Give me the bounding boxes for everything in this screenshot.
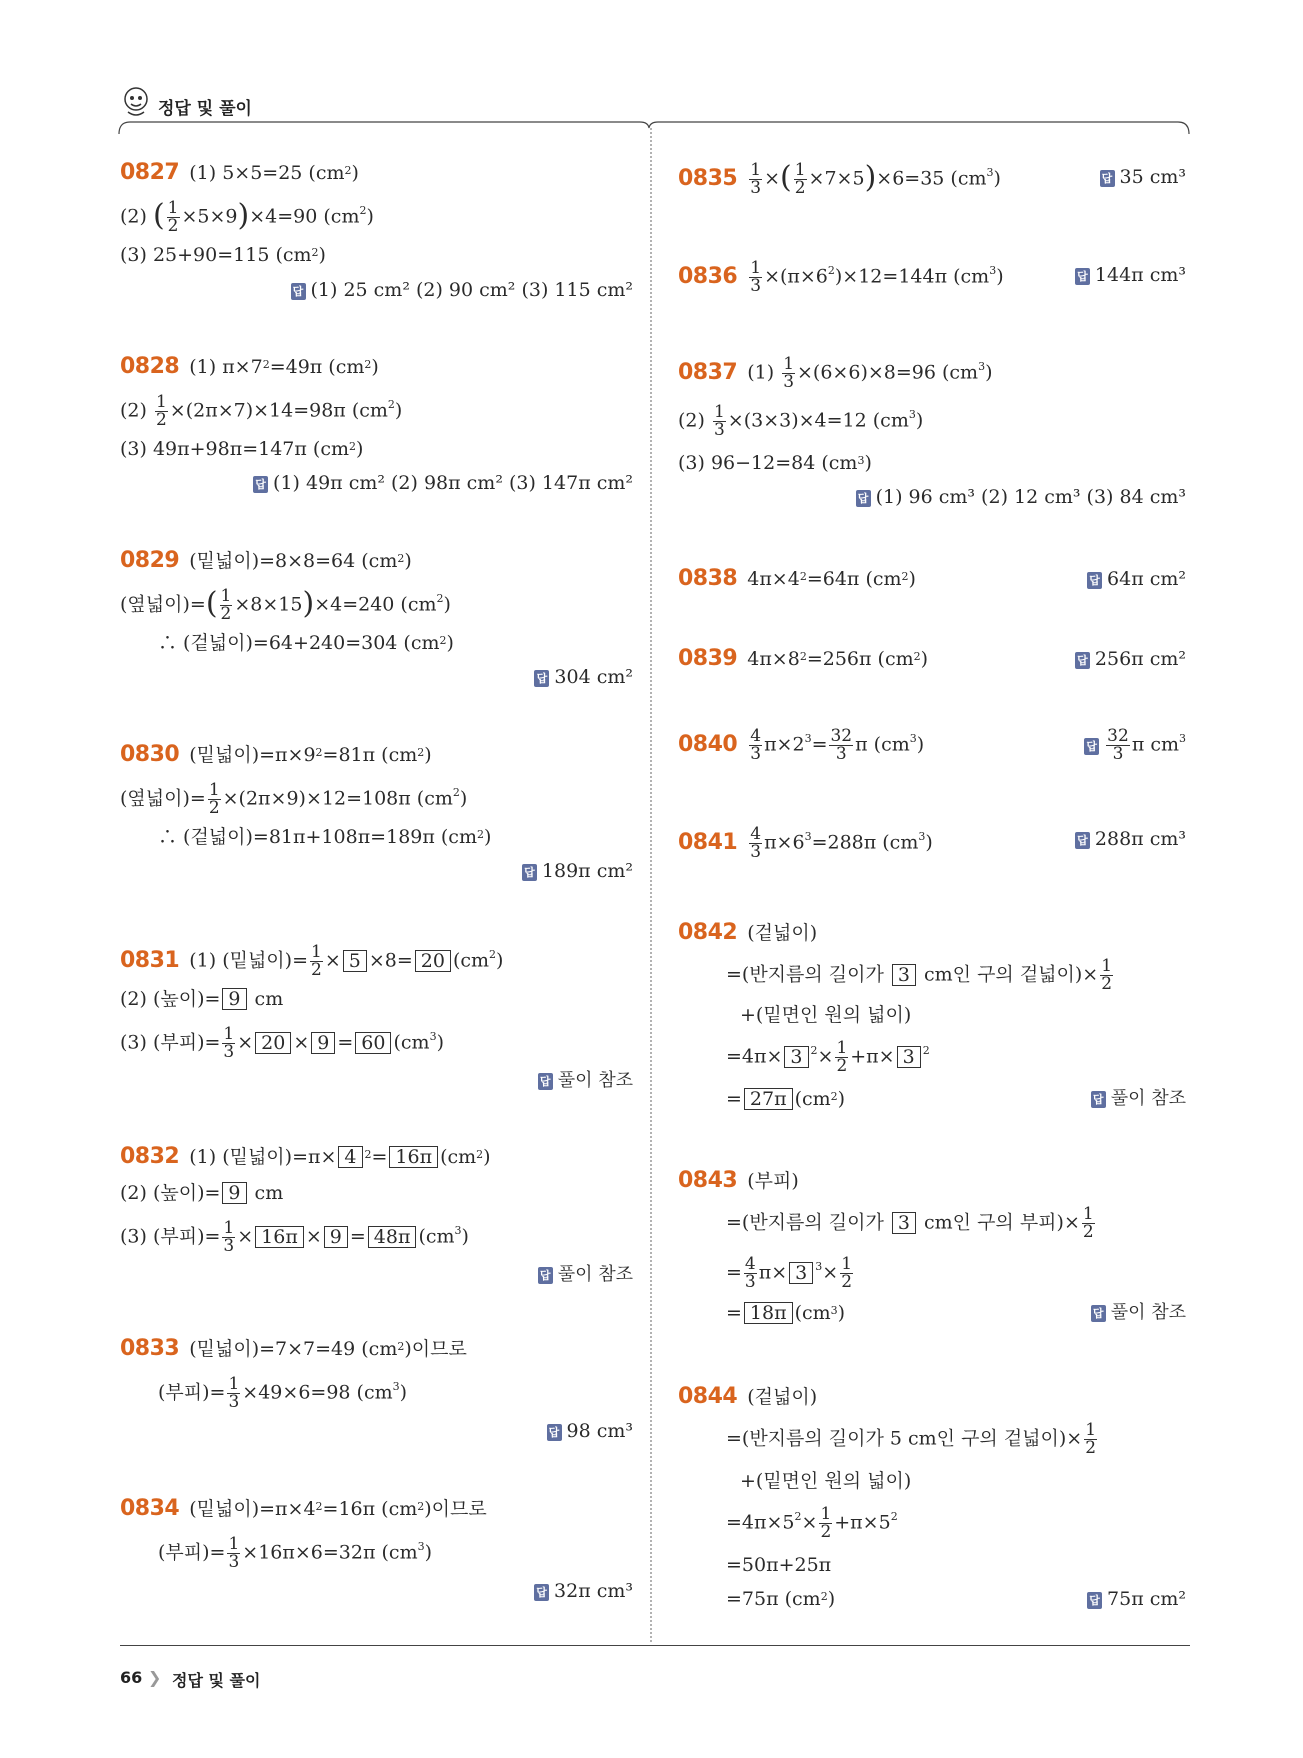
solution-0840-line1: 0840 $\frac{4}{3}$ $\pi\times 2^3=$ $\frac{32}{3}$ π $(cm^3)$ — [678, 726, 925, 764]
solution-0841-line1: 0841 $\frac{4}{3}$ $\pi\times 6^3=288\pi$ $(cm^3)$ — [678, 824, 933, 862]
solution-0827-line3: (3) 25+90=115 $(cm^2)$ — [120, 244, 326, 266]
problem-number: 0833 — [120, 1336, 180, 1361]
solution-0830-line2: (옆넓이)= $\frac{1}{2}$ ×(2π×9)×12=108π $(cm^2)$ — [120, 780, 468, 818]
answer-icon: 답 — [534, 1584, 549, 1601]
answer-icon: 답 — [1100, 170, 1115, 187]
answer-0833: 답 98 cm³ — [547, 1418, 634, 1444]
answer-0838: 답 64π cm² — [1087, 566, 1186, 592]
answer-0844: 답 75π cm² — [1087, 1586, 1186, 1612]
solution-0844-line1: 0844 (겉넓이) — [678, 1384, 818, 1409]
answer-0831: 답 풀이 참조 — [538, 1068, 633, 1094]
chevron-right-icon: ❯ — [148, 1668, 162, 1687]
problem-number: 0835 — [678, 165, 738, 191]
answer-icon: 답 — [1084, 738, 1099, 755]
problem-number: 0830 — [120, 742, 180, 767]
problem-number: 0829 — [120, 548, 180, 573]
solution-0838-line1: 0838 $4\pi\times 4^2=64\pi$ $(cm^2)$ — [678, 566, 916, 591]
solution-0842-line2: =(반지름의 길이가 3 cm인 구의 겉넓이)× $\frac{1}{2}$ — [726, 956, 1113, 994]
answer-icon: 답 — [856, 490, 871, 507]
answer-icon: 답 — [1087, 572, 1102, 589]
solution-0827-line2: (2) ( $\frac{1}{2}$ ×5×9)×4=90 $(cm^2)$ — [120, 197, 374, 236]
problem-number: 0838 — [678, 566, 738, 591]
answer-0842: 답 풀이 참조 — [1091, 1086, 1186, 1112]
answer-0839: 답 256π cm² — [1075, 646, 1186, 672]
solution-0842-line3: +(밑면인 원의 넓이) — [740, 1004, 912, 1026]
answer-0827: 답 (1) 25 cm² (2) 90 cm² (3) 115 cm² — [291, 277, 634, 303]
solution-0843-line2: =(반지름의 길이가 3 cm인 구의 부피)× $\frac{1}{2}$ — [726, 1204, 1094, 1242]
problem-number: 0837 — [678, 359, 738, 385]
solution-0831-line1: 0831 (1) (밑넓이)= $\frac{1}{2}$ × 5 ×8= 20 $(cm^2)$ — [120, 942, 504, 980]
solution-0843-line4: = 18π $(cm^3)$ — [726, 1302, 846, 1324]
solution-0829-line2: (옆넓이)=( $\frac{1}{2}$ ×8×15)×4=240 $(cm^2)$ — [120, 585, 451, 624]
answer-icon: 답 — [1087, 1592, 1102, 1609]
solution-0834-line2: (부피)= $\frac{1}{3}$ ×16π×6=32π $(cm^3)$ — [158, 1534, 433, 1572]
solution-0831-line2: (2) (높이)= 9 cm — [120, 988, 284, 1010]
solution-0828-line1: 0828 (1) $\pi\times 7^2=49\pi$ $(cm^2)$ — [120, 354, 379, 379]
solution-0835-line1: 0835 $\frac{1}{3}$ ×( $\frac{1}{2}$ ×7×5)×6=35 $(cm^3)$ — [678, 159, 1001, 198]
header-title: 정답 및 풀이 — [158, 99, 252, 119]
header-rule — [118, 118, 1193, 138]
problem-number: 0840 — [678, 731, 738, 757]
answer-icon: 답 — [1091, 1091, 1106, 1108]
answer-0836: 답 144π cm³ — [1075, 262, 1186, 288]
problem-number: 0834 — [120, 1496, 180, 1521]
solution-0832-line3: (3) (부피)= $\frac{1}{3}$ × 16π × 9 = 48π $(cm^3)$ — [120, 1218, 469, 1256]
solution-0833-line1: 0833 (밑넓이)=7×7=49 $(cm^2)$이므로 — [120, 1336, 467, 1361]
problem-number: 0832 — [120, 1144, 180, 1169]
solution-0844-line6: =75π $(cm^2)$ — [726, 1588, 836, 1610]
solution-0828-line2: (2) $\frac{1}{2}$ ×(2π×7)×14=98π $(cm^2)$ — [120, 392, 403, 430]
answer-0828: 답 (1) 49π cm² (2) 98π cm² (3) 147π cm² — [253, 470, 633, 496]
problem-number: 0844 — [678, 1384, 738, 1409]
solution-0837-line2: (2) $\frac{1}{3}$ ×(3×3)×4=12 $(cm^3)$ — [678, 402, 924, 440]
answer-0840: 답 $\frac{32}{3}$ π $cm^3$ — [1084, 728, 1186, 763]
answer-icon: 답 — [538, 1073, 553, 1090]
solution-0833-line2: (부피)= $\frac{1}{3}$ ×49×6=98 $(cm^3)$ — [158, 1374, 408, 1412]
solution-0830-line3: ∴ (겉넓이)=81π+108π=189π $(cm^2)$ — [158, 826, 492, 848]
answer-0843: 답 풀이 참조 — [1091, 1300, 1186, 1326]
solution-0836-line1: 0836 $\frac{1}{3}$ $\times(\pi\times 6^2)\times 12=144\pi$ $(cm^3)$ — [678, 258, 1004, 296]
problem-number: 0827 — [120, 160, 180, 185]
answer-icon: 답 — [1075, 652, 1090, 669]
answer-0832: 답 풀이 참조 — [538, 1262, 633, 1288]
solution-0844-line4: $=4\pi\times 5^2\times$ $\frac{1}{2}$ $+\pi\times 5^2$ — [726, 1504, 898, 1542]
solution-0843-line3: = $\frac{4}{3}$ π× 3 $^3$× $\frac{1}{2}$ — [726, 1254, 853, 1292]
solution-0842-line4: =4π× 3 $^2$× $\frac{1}{2}$ +π× 3 $^2$ — [726, 1038, 930, 1076]
solution-0834-line1: 0834 (밑넓이)$=\pi\times 4^2=16\pi$ $(cm^2)$이므로 — [120, 1496, 487, 1521]
answer-icon: 답 — [291, 283, 306, 300]
solution-0830-line1: 0830 (밑넓이)$=\pi\times 9^2=81\pi$ $(cm^2)$ — [120, 742, 432, 767]
answer-icon: 답 — [522, 864, 537, 881]
problem-number: 0841 — [678, 829, 738, 855]
answer-0835: 답 35 cm³ — [1100, 164, 1187, 190]
solution-0844-line3: +(밑면인 원의 넓이) — [740, 1470, 912, 1492]
solution-0832-line2: (2) (높이)= 9 cm — [120, 1182, 284, 1204]
solution-0844-line5: =50π+25π — [726, 1554, 832, 1576]
answer-icon: 답 — [253, 476, 268, 493]
solution-0844-line2: =(반지름의 길이가 5 cm인 구의 겉넓이)× $\frac{1}{2}$ — [726, 1420, 1097, 1458]
answer-0841: 답 288π cm³ — [1075, 826, 1186, 852]
problem-number: 0842 — [678, 920, 738, 945]
answer-icon: 답 — [1075, 268, 1090, 285]
solution-0831-line3: (3) (부피)= $\frac{1}{3}$ × 20 × 9 = 60 $(cm^3)$ — [120, 1024, 444, 1062]
solution-0839-line1: 0839 $4\pi\times 8^2=256\pi$ $(cm^2)$ — [678, 646, 929, 671]
answer-icon: 답 — [1075, 832, 1090, 849]
problem-number: 0831 — [120, 947, 180, 973]
page-number: 66 — [120, 1668, 143, 1687]
problem-number: 0828 — [120, 354, 180, 379]
answer-0837: 답 (1) 96 cm³ (2) 12 cm³ (3) 84 cm³ — [856, 484, 1186, 510]
solution-0832-line1: 0832 (1) (밑넓이)=π× 4 $^2$= 16π $(cm^2)$ — [120, 1144, 491, 1169]
problem-number: 0836 — [678, 263, 738, 289]
solution-0828-line3: (3) 49π+98π=147π $(cm^2)$ — [120, 438, 364, 460]
solution-0829-line1: 0829 (밑넓이)=8×8=64 $(cm^2)$ — [120, 548, 412, 573]
answer-0829: 답 304 cm² — [534, 664, 633, 690]
solution-0827-line1: 0827 (1) 5×5=25 $(cm^2)$ — [120, 160, 359, 185]
mascot-icon — [122, 86, 150, 118]
column-divider — [650, 128, 654, 1643]
answer-0830: 답 189π cm² — [522, 858, 633, 884]
solution-0842-line1: 0842 (겉넓이) — [678, 920, 818, 945]
answer-0834: 답 32π cm³ — [534, 1578, 633, 1604]
problem-number: 0839 — [678, 646, 738, 671]
answer-icon: 답 — [538, 1267, 553, 1284]
solution-0829-line3: ∴ (겉넓이)=64+240=304 $(cm^2)$ — [158, 632, 454, 654]
solution-0843-line1: 0843 (부피) — [678, 1168, 799, 1193]
solution-0837-line3: (3) 96−12=84 $(cm^3)$ — [678, 452, 872, 474]
answer-icon: 답 — [547, 1424, 562, 1441]
problem-number: 0843 — [678, 1168, 738, 1193]
solution-0837-line1: 0837 (1) $\frac{1}{3}$ ×(6×6)×8=96 $(cm^3)$ — [678, 354, 993, 392]
answer-icon: 답 — [1091, 1305, 1106, 1322]
footer-rule — [120, 1645, 1190, 1646]
answer-icon: 답 — [534, 670, 549, 687]
solution-0842-line5: = 27π $(cm^2)$ — [726, 1088, 846, 1110]
footer-title: 정답 및 풀이 — [172, 1671, 261, 1690]
